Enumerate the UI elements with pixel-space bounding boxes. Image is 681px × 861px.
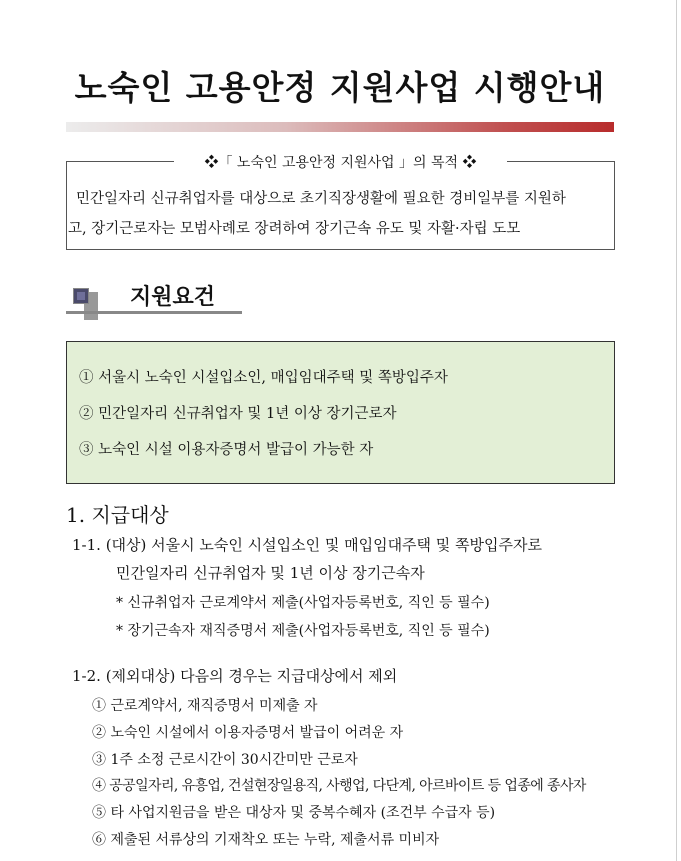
exclusion-item: ② 노숙인 시설에서 이용자증명서 발급이 어려운 자 [92, 725, 404, 741]
square-bullet-icon [73, 288, 89, 304]
purpose-body [68, 184, 613, 244]
section-underline [66, 311, 242, 314]
purpose-line-2: 고, 장기근로자는 모범사례로 장려하여 장기근속 유도 및 자활·자립 도모 [68, 221, 521, 237]
exclusion-item: ① 근로계약서, 재직증명서 미제출 자 [92, 698, 318, 714]
item-1-2-line-1: 1-2. (제외대상) 다음의 경우는 지급대상에서 제외 [72, 667, 398, 685]
item-1-1-note-1: * 신규취업자 근로계약서 제출(사업자등록번호, 직인 등 필수) [116, 595, 490, 611]
purpose-heading-text: ❖「 노숙인 고용안정 지원사업 」의 목적 ❖ [204, 155, 477, 171]
heading-payment-target: 1. 지급대상 [66, 503, 169, 527]
requirement-item: ② 민간일자리 신규취업자 및 1년 이상 장기근로자 [79, 406, 397, 422]
page-title: 노숙인 고용안정 지원사업 시행안내 [74, 68, 606, 107]
purpose-line-1: 민간일자리 신규취업자를 대상으로 초기직장생활에 필요한 경비일부를 지원하 [76, 191, 566, 207]
exclusion-item: ④ 공공일자리, 유흥업, 건설현장일용직, 사행업, 다단계, 아르바이트 등 업종에 종사자 [92, 778, 586, 794]
exclusion-item: ⑤ 타 사업지원금을 받은 대상자 및 중복수혜자 (조건부 수급자 등) [92, 805, 496, 821]
requirements-box [66, 341, 615, 484]
item-1-1-line-1: 1-1. (대상) 서울시 노숙인 시설입소인 및 매입임대주택 및 쪽방입주자로 [72, 536, 543, 554]
title-gradient-bar [66, 122, 614, 132]
requirement-item: ③ 노숙인 시설 이용자증명서 발급이 가능한 자 [79, 442, 374, 458]
exclusion-item: ⑥ 제출된 서류상의 기재착오 또는 누락, 제출서류 미비자 [92, 832, 440, 848]
item-1-1-line-2: 민간일자리 신규취업자 및 1년 이상 장기근속자 [116, 564, 425, 582]
section-title: 지원요건 [130, 285, 216, 310]
exclusion-item: ③ 1주 소정 근로시간이 30시간미만 근로자 [92, 752, 358, 768]
item-1-1-note-2: * 장기근속자 재직증명서 제출(사업자등록번호, 직인 등 필수) [116, 623, 490, 639]
requirement-item: ① 서울시 노숙인 시설입소인, 매입임대주택 및 쪽방입주자 [79, 370, 448, 386]
